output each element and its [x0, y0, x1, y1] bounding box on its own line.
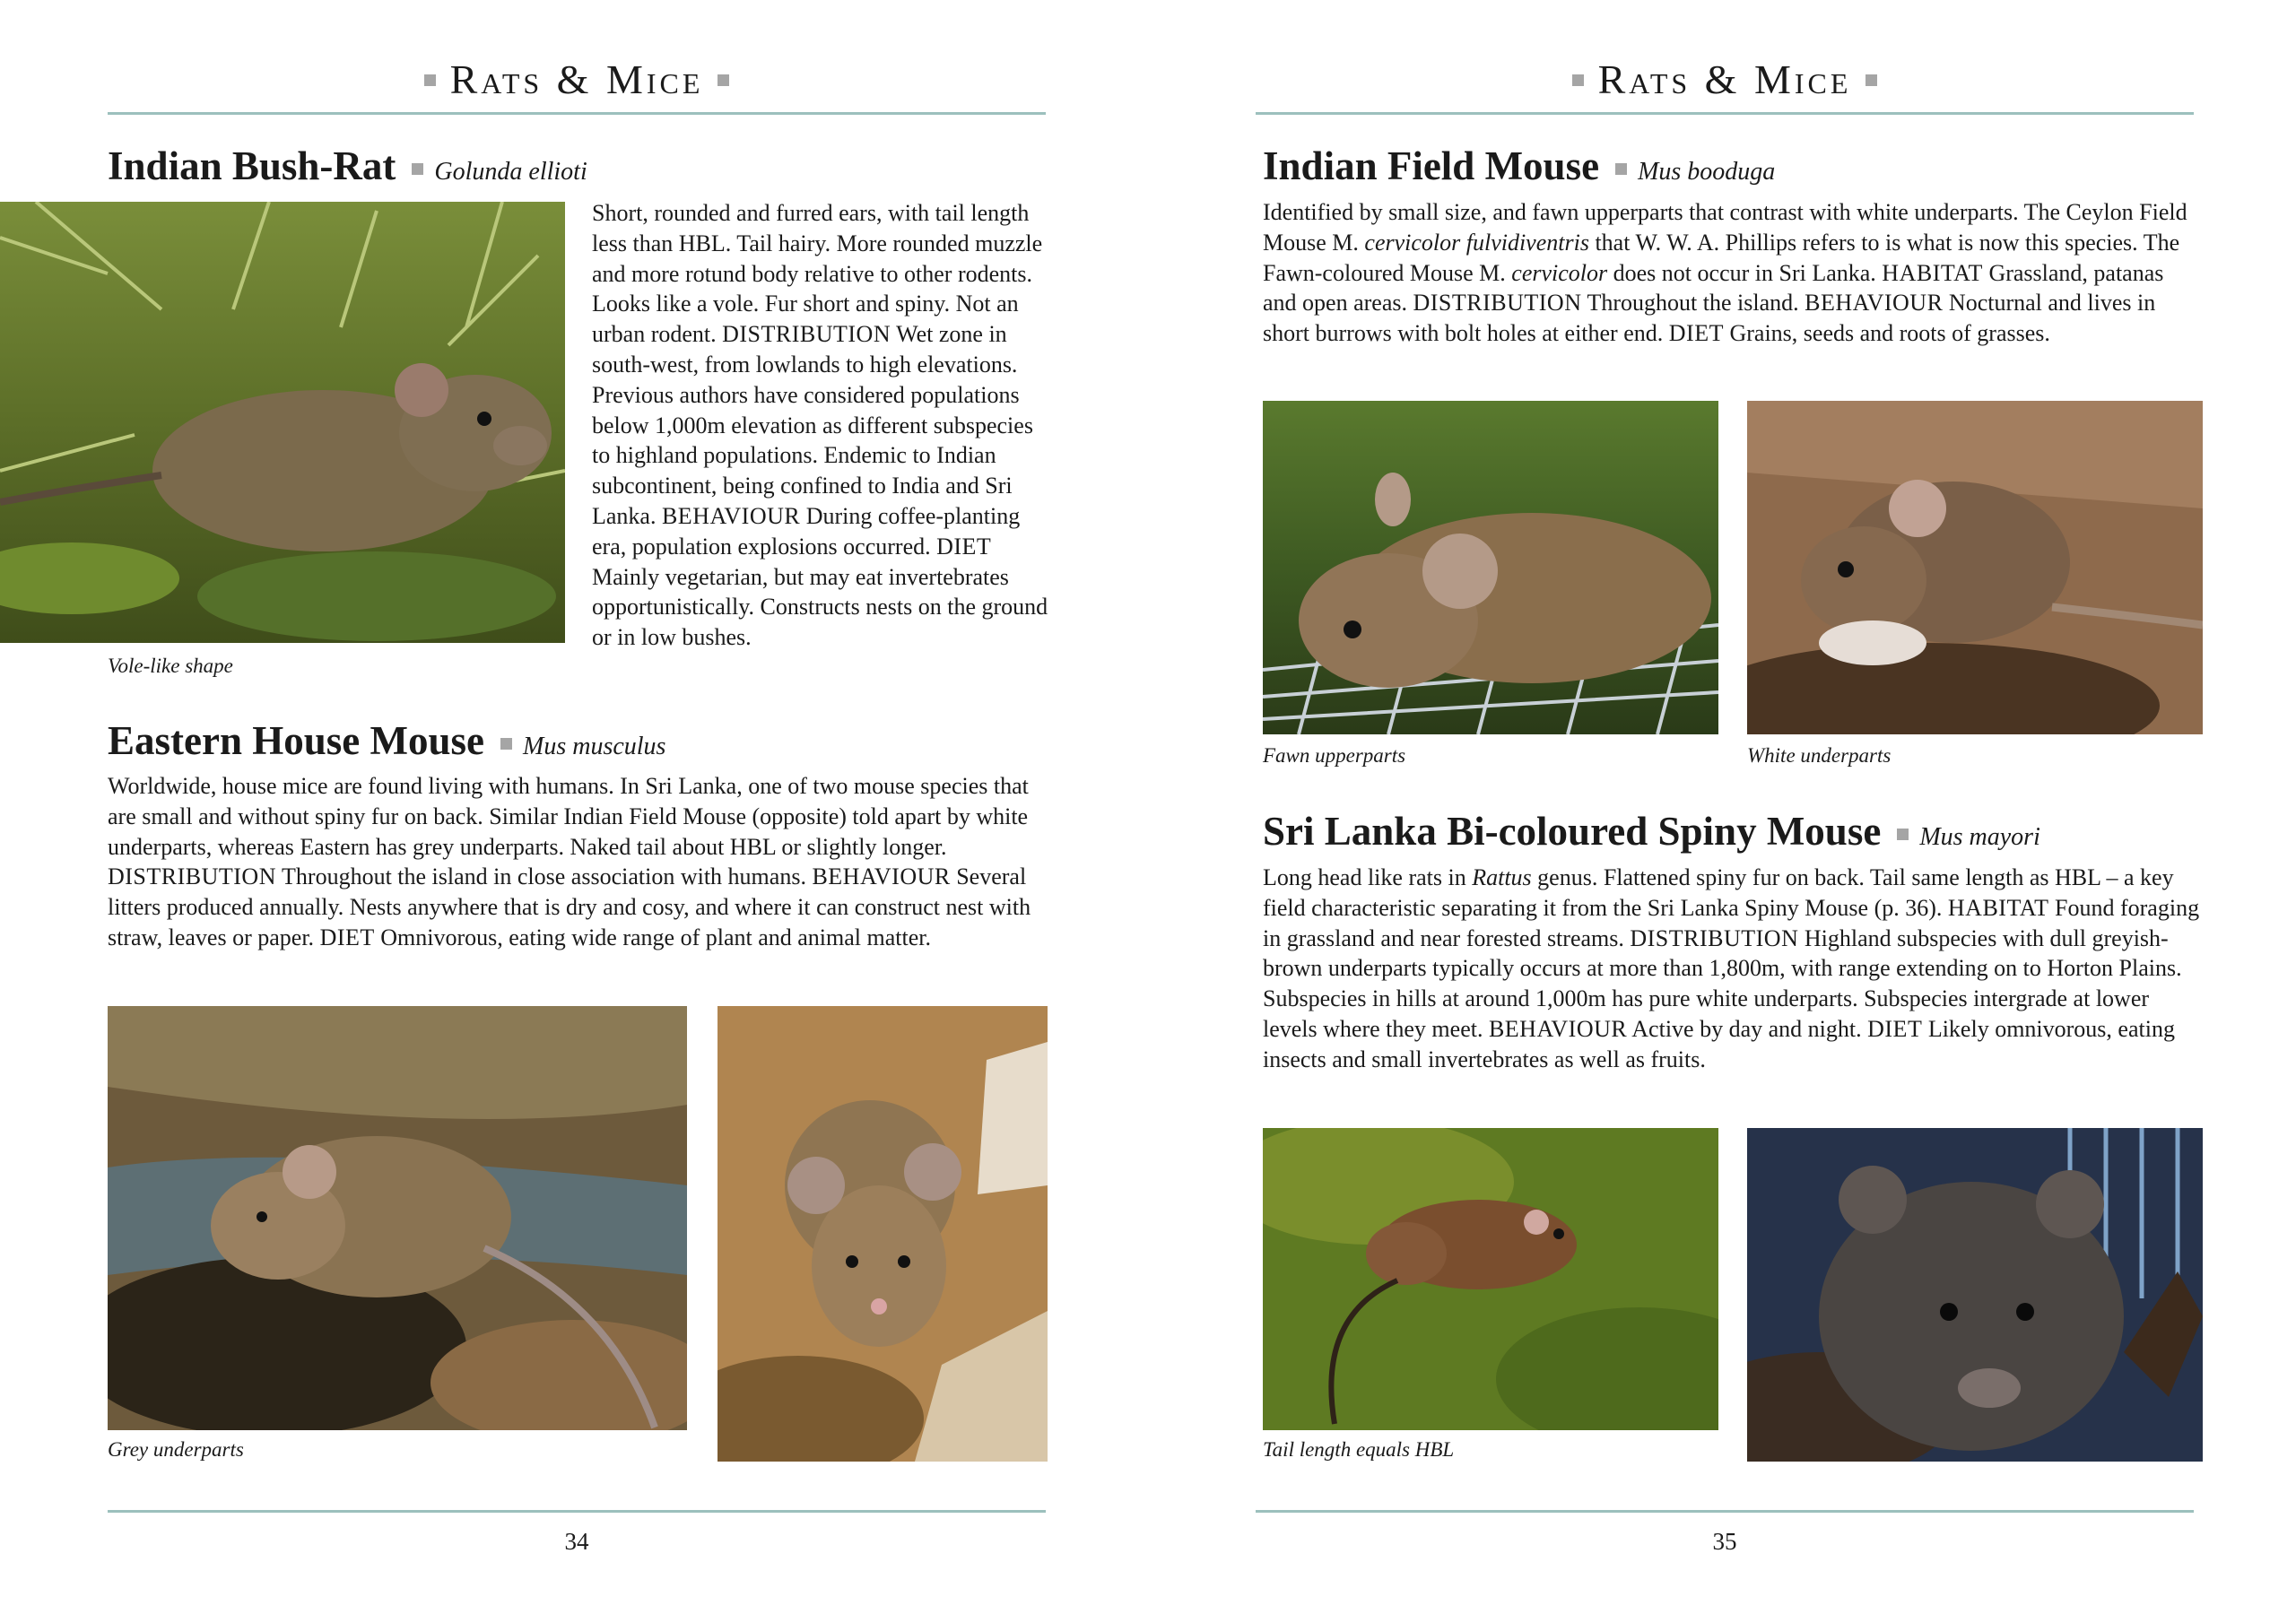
common-name: Indian Field Mouse	[1263, 143, 1600, 188]
square-bullet-icon	[718, 74, 729, 86]
running-head: Rats & Mice	[1256, 56, 2194, 103]
right-page	[1148, 0, 2296, 1614]
section-heading: DISTRIBUTION	[108, 863, 276, 890]
header-rule	[1256, 112, 2194, 115]
square-bullet-icon	[1615, 163, 1627, 175]
photo-spiny-mouse-2	[1747, 1128, 2203, 1462]
caption-fawn-upperparts: Fawn upperparts	[1263, 744, 1406, 767]
section-heading: DISTRIBUTION	[722, 321, 891, 348]
section-heading: DISTRIBUTION	[1413, 290, 1582, 317]
species-description-indian-field-mouse: Identified by small size, and fawn upperparts that contrast with white underparts. The Ceylon Field Mouse M. cervicolor fulvidiventris that W. W. A. Phillips refers to is what is now this species. The Fawn-coloured Mouse M. cervicolor does not occur in Sri Lanka. HABITAT Grassland, patanas and open areas. DISTRIBUTION Throughout the island. BEHAVIOUR Nocturnal and lives in short burrows with bolt holes at either end. DIET Grains, seeds and roots of grasses.	[1263, 199, 2187, 347]
section-heading: HABITAT	[1947, 894, 2049, 921]
photo-indian-bush-rat	[0, 202, 565, 643]
section-heading: DIET	[1867, 1015, 1923, 1042]
page-number: 35	[1712, 1528, 1737, 1555]
caption-tail-length-equals-hbl: Tail length equals HBL	[1263, 1438, 1455, 1461]
latin-name: Mus musculus	[523, 733, 666, 760]
section-heading: BEHAVIOUR	[812, 863, 951, 890]
section-heading: BEHAVIOUR	[1805, 290, 1944, 317]
section-heading: DISTRIBUTION	[1630, 924, 1799, 951]
latin-name: Mus booduga	[1638, 158, 1776, 186]
species-title-indian-bush-rat	[108, 143, 587, 188]
square-bullet-icon	[500, 738, 512, 750]
photo-eastern-house-mouse-2	[718, 1006, 1048, 1462]
section-heading: BEHAVIOUR	[661, 502, 801, 529]
photo-spiny-mouse-tail-length	[1263, 1128, 1718, 1430]
photo-eastern-house-mouse-grey-underparts	[108, 1006, 687, 1430]
caption-white-underparts: White underparts	[1747, 744, 1892, 767]
caption-grey-underparts: Grey underparts	[108, 1438, 244, 1461]
section-heading: HABITAT	[1882, 259, 1983, 286]
square-bullet-icon	[412, 163, 423, 175]
section-heading: DIET	[936, 533, 992, 560]
species-description-eastern-house-mouse: Worldwide, house mice are found living with humans. In Sri Lanka, one of two mouse species that are small and without spiny fur on back. Similar Indian Field Mouse (opposite) told apart by white underparts, whereas Eastern has grey underparts. Naked tail about HBL or slightly longer. DISTRIBUTION Throughout the island in close association with humans. BEHAVIOUR Several litters produced annually. Nests anywhere that is dry and cosy, and where it can construct nest with straw, leaves or paper. DIET Omnivorous, eating wide range of plant and animal matter.	[108, 773, 1031, 950]
section-heading: DIET	[319, 924, 375, 950]
species-title-sri-lanka-bi-coloured-spiny-mouse	[1263, 811, 2040, 852]
square-bullet-icon	[1572, 74, 1584, 86]
section-heading: DIET	[1668, 320, 1724, 347]
photo-indian-field-mouse-white-underparts	[1747, 401, 2203, 734]
section-heading: BEHAVIOUR	[1488, 1015, 1628, 1042]
running-head: Rats & Mice	[108, 56, 1046, 103]
square-bullet-icon	[1897, 829, 1909, 840]
square-bullet-icon	[424, 74, 436, 86]
page-number: 34	[564, 1528, 589, 1555]
species-title-indian-field-mouse	[1263, 143, 1776, 188]
caption-vole-like-shape: Vole-like shape	[108, 655, 233, 677]
footer-rule	[1256, 1510, 2194, 1513]
common-name: Eastern House Mouse	[108, 718, 484, 763]
latin-name: Golunda ellioti	[434, 158, 587, 186]
common-name: Indian Bush-Rat	[108, 143, 396, 188]
common-name: Sri Lanka Bi-coloured Spiny Mouse	[1263, 809, 1882, 854]
photo-indian-field-mouse-fawn-upperparts	[1263, 401, 1718, 734]
footer-rule	[108, 1510, 1046, 1513]
species-description-sri-lanka-bi-coloured-spiny-mouse: Long head like rats in Rattus genus. Flattened spiny fur on back. Tail same length as HBL – a key field characteristic separating it from the Sri Lanka Spiny Mouse (p. 36). HABITAT Found foraging in grassland and near forested streams. DISTRIBUTION Highland subspecies with dull greyish-brown underparts typically occurs at more than 1,800m, with range extending on to Horton Plains. Subspecies in hills at around 1,000m has pure white underparts. Subspecies intergrade at lower levels where they meet. BEHAVIOUR Active by day and night. DIET Likely omnivorous, eating insects and small invertebrates as well as fruits.	[1263, 864, 2200, 1072]
header-rule	[108, 112, 1046, 115]
latin-name: Mus mayori	[1919, 823, 2040, 851]
square-bullet-icon	[1866, 74, 1877, 86]
species-description-indian-bush-rat: Short, rounded and furred ears, with tail length less than HBL. Tail hairy. More rounded muzzle and more rotund body relative to other rodents. Looks like a vole. Fur short and spiny. Not an urban rodent. DISTRIBUTION Wet zone in south-west, from lowlands to high elevations. Previous authors have considered populations below 1,000m elevation as different subspecies to highland populations. Endemic to Indian subcontinent, being confined to India and Sri Lanka. BEHAVIOUR During coffee-planting era, population explosions occurred. DIET Mainly vegetarian, but may eat invertebrates opportunistically. Constructs nests on the ground or in low bushes.	[592, 200, 1048, 651]
species-title-eastern-house-mouse	[108, 718, 666, 763]
